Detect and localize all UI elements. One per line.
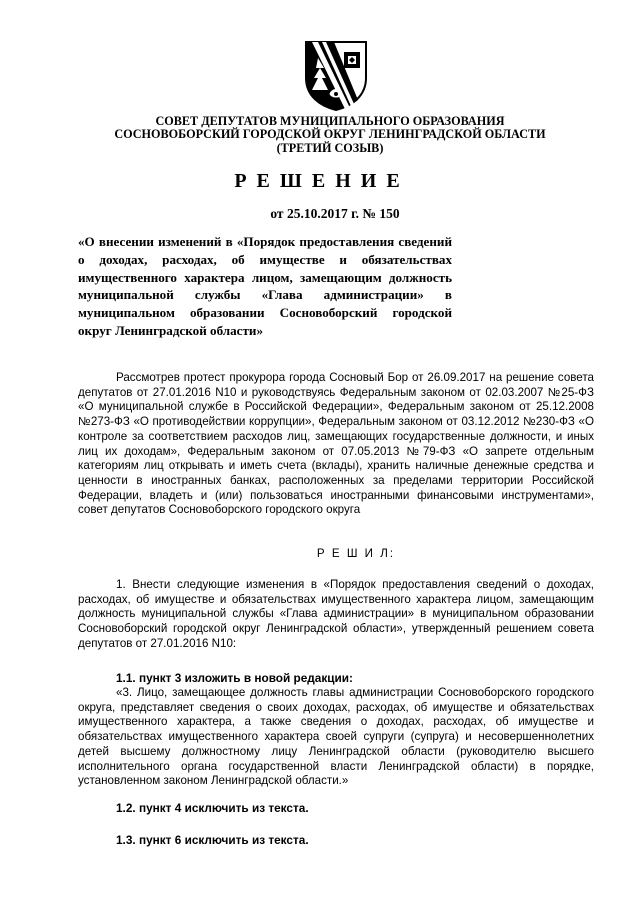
decision-date-number: от 25.10.2017 г. № 150 <box>270 206 400 221</box>
council-name-line-1: СОВЕТ ДЕПУТАТОВ МУНИЦИПАЛЬНОГО ОБРАЗОВАНИЯ <box>155 114 505 128</box>
document-title: РЕШЕНИЕ <box>234 170 410 192</box>
item-1-paragraph: 1. Внести следующие изменения в «Порядок предоставления сведений о доходах, расходах, об имуществе и обязательствах имущественного характера лицом, замещающим должность муниципальной службы «Глава администрации» в муниципальном образовании Сосновоборский городской округ Ленинградской области», утвержденный решением совета депутатов от 27.01.2016 N10: <box>78 578 594 650</box>
item-1-1-heading: 1.1. пункт 3 изложить в новой редакции: <box>116 671 353 685</box>
council-name-line-2: СОСНОВОБОРСКИЙ ГОРОДСКОЙ ОКРУГ ЛЕНИНГРАДСКОЙ ОБЛАСТИ <box>114 127 546 141</box>
item-1-3-heading: 1.3. пункт 6 исключить из текста. <box>116 833 309 847</box>
preamble-paragraph: Рассмотрев протест прокурора города Сосновый Бор от 26.09.2017 на решение совета депутатов от 27.01.2016 N10 и руководствуясь Федеральным законом от 02.03.2007 №25-ФЗ «О муниципальной службе в Российской Федерации», Федеральным законом от 25.12.2008 №273-ФЗ «О противодействии коррупции», Федеральным законом от 03.12.2012 №230-ФЗ «О контроле за соответствием расходов лиц, замещающих государственные должности, и иных лиц их доходам», Федеральным законом от 07.05.2013 №79-ФЗ «О запрете отдельным категориям лиц открывать и иметь счета (вклады), хранить наличные денежные средства и ценности в иностранных банках, расположенных за пределами территории Российской Федерации, владеть и (или) пользоваться иностранными финансовыми инструментами», совет депутатов Сосновоборского городского округа <box>78 371 594 517</box>
decision-subject: «О внесении изменений в «Порядок предоставления сведений о доходах, расходах, об имуществе и обязательствах имущественного характера лицом, замещающим должность муниципальной службы «Глава администрации» в муниципальном образовании Сосновоборский городской округ Ленинградской области» <box>78 234 452 338</box>
item-1-1-text: «3. Лицо, замещающее должность главы администрации Сосновоборского городского округа, представляет сведения о своих доходах, расходах, об имуществе и обязательствах имущественного характера, а также сведения о доходах, расходах, об имуществе и обязательствах имущественного характера своей супруги (супруга) и несовершеннолетних детей высшему должностному лицу Ленинградской области (руководителю высшего исполнительного органа государственной власти Ленинградской области) в порядке, установленном законом Ленинградской области.» <box>78 686 594 788</box>
convocation-label: (ТРЕТИЙ СОЗЫВ) <box>276 141 384 155</box>
resolved-heading: Р Е Ш И Л: <box>316 547 396 560</box>
coat-of-arms-icon <box>300 38 372 112</box>
item-1-2-heading: 1.2. пункт 4 исключить из текста. <box>116 801 309 815</box>
